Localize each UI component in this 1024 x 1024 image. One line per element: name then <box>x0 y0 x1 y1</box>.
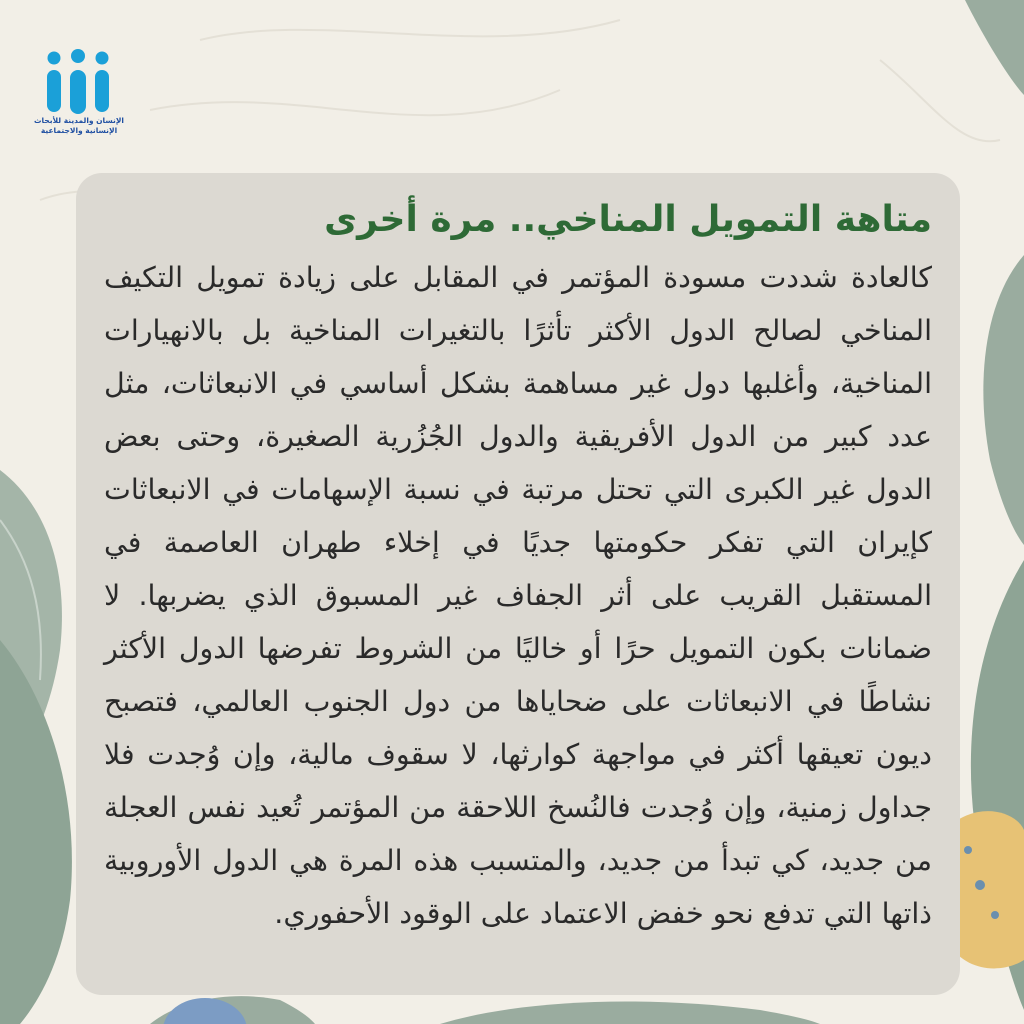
article-title: متاهة التمويل المناخي.. مرة أخرى <box>324 199 932 240</box>
logo-arc <box>86 88 95 110</box>
leaf-right-upper <box>983 255 1024 545</box>
logo-dot <box>71 49 85 63</box>
logo-bar <box>70 70 86 114</box>
logo-text <box>34 116 124 136</box>
leaf-top-right <box>965 0 1024 95</box>
logo-bar <box>47 70 61 112</box>
flower-right-dot <box>991 911 999 919</box>
logo-dot <box>96 52 109 65</box>
flower-right-dot <box>964 846 972 854</box>
logo-bar <box>95 70 109 112</box>
logo-name-line1: الإنسان والمدينة للأبحاث <box>34 116 124 125</box>
article-card <box>76 173 960 995</box>
logo-arc <box>61 88 70 110</box>
logo-name-line2: الإنسانية والاجتماعية <box>40 126 118 135</box>
leaf-left-lower <box>0 640 72 1024</box>
article-body: كالعادة شددت مسودة المؤتمر في المقابل على زيادة تمويل التكيف المناخي لصالح الدول الأكثر تأثرًا بالتغيرات المناخية بل بالانهيارات المناخية، وأغلبها دول غير مساهمة بشكل أساسي في الانبعاثات، مثل عدد كبير من الدول الأفريقية والدول الجُزُرية الصغيرة، وحتى بعض الدول غير الكبرى التي تحتل مرتبة في نسبة الإسهامات في الانبعاثات كإيران التي تفكر حكومتها جديًا في إخلاء طهران العاصمة في المستقبل القريب على أثر الجفاف غير المسبوق الذي يضربها. لا ضمانات بكون التمويل حرًا أو خاليًا من الشروط تفرضها الدول الأكثر نشاطًا في الانبعاثات على ضحاياها من دول الجنوب العالمي، فتصبح ديون تعيقها أكثر في مواجهة كوارثها، لا سقوف مالية، وإن وُجدت فلا جداول زمنية، وإن وُجدت فالنُسخ اللاحقة من المؤتمر تُعيد نفس العجلة من جديد، كي تبدأ من جديد، والمتسبب هذه المرة هي الدول الأوروبية ذاتها التي تدفع نحو خفض الاعتماد على الوقود الأحفوري. <box>104 261 932 930</box>
flower-right-dot <box>975 880 985 890</box>
logo-dot <box>48 52 61 65</box>
leaf-bottom-middle <box>440 1002 820 1024</box>
